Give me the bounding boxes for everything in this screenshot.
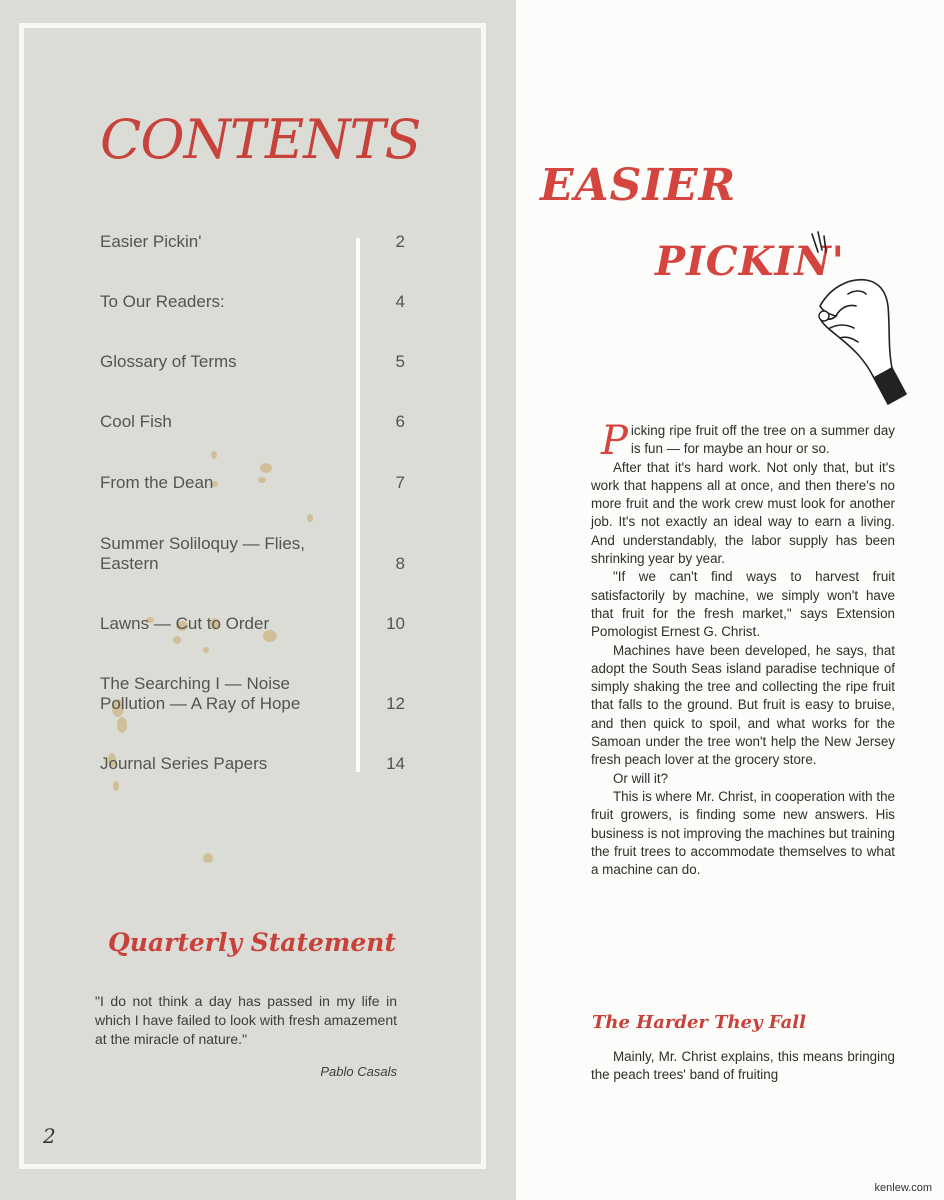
toc-item-title: Cool Fish [100,412,172,431]
article-paragraph: After that it's hard work. Not only that, but it's work that happens all at once, and then there's no more fruit and the work crew must look for another job. It's not exactly an ideal way to earn a living. And understandably, the labor supply has been shrinking year by year. [591,459,895,567]
article-paragraph: This is where Mr. Christ, in cooperation with the fruit growers, is finding some new answers. His business is not improving the machines but training the fruit trees to accommodate themselves to what a machine can do. [591,788,895,878]
article-body [591,418,895,879]
article-lead-paragraph [591,418,895,464]
toc-item-title: Journal Series Papers [100,754,268,773]
toc-item-page: 8 [395,554,405,573]
toc-item-page: 14 [386,754,405,773]
toc-item-title: Glossary of Terms [100,352,237,371]
toc-item-page: 6 [395,412,405,431]
article-paragraph: Or will it? [613,770,669,786]
toc-item-page: 4 [395,292,405,311]
toc-item-title: To Our Readers: [100,292,225,311]
toc-item-page: 7 [395,473,405,492]
quarterly-quote: "I do not think a day has passed in my life in which I have failed to look with fresh amazement at the miracle of nature." [95,993,397,1047]
toc-item-title: Easier Pickin' [100,232,202,251]
watermark: kenlew.com [874,1182,932,1194]
toc-item-title: The Searching I — Noise Pollution — A Ray of Hope [100,674,301,713]
article-tail [591,1048,895,1085]
quarterly-statement-title: Quarterly Statement [108,928,397,957]
toc-item-page: 10 [386,614,405,633]
article-paragraph: "If we can't find ways to harvest fruit satisfactorily by machine, we simply won't have that fruit for the fresh market," says Extension Pomologist Ernest G. Christ. [591,569,895,640]
article-dropcap: P [601,418,628,464]
page-number: 2 [43,1124,56,1148]
toc-item-page: 12 [386,694,405,713]
quote-author: Pablo Casals [320,1064,397,1079]
article-title-line1: EASIER [540,160,737,211]
article-title-line2: PICKIN' [655,238,845,285]
article-subheading: The Harder They Fall [592,1012,806,1033]
toc-item-title: Lawns — Cut to Order [100,614,270,633]
toc-divider [356,238,360,772]
contents-title: CONTENTS [100,108,421,171]
toc-item-title: From the Dean [100,473,214,492]
article-paragraph: Machines have been developed, he says, that adopt the South Seas island paradise technique of simply shaking the tree and collecting the ripe fruit that falls to the ground. But fruit is easy to bruise, and then quick to spoil, and what works for the Samoan under the tree won't help the New Jersey fresh peach lover at the grocery store. [591,642,895,768]
toc-item-page: 5 [395,352,405,371]
article-paragraph: Mainly, Mr. Christ explains, this means bringing the peach trees' band of fruiting [591,1049,895,1083]
toc-item-title: Summer Soliloquy — Flies, Eastern [100,534,306,573]
toc-item-page: 2 [395,232,405,251]
article-lead-text: icking ripe fruit off the tree on a summer day is fun — for maybe an hour or so. [630,423,895,457]
hand-picking-icon [800,228,910,408]
